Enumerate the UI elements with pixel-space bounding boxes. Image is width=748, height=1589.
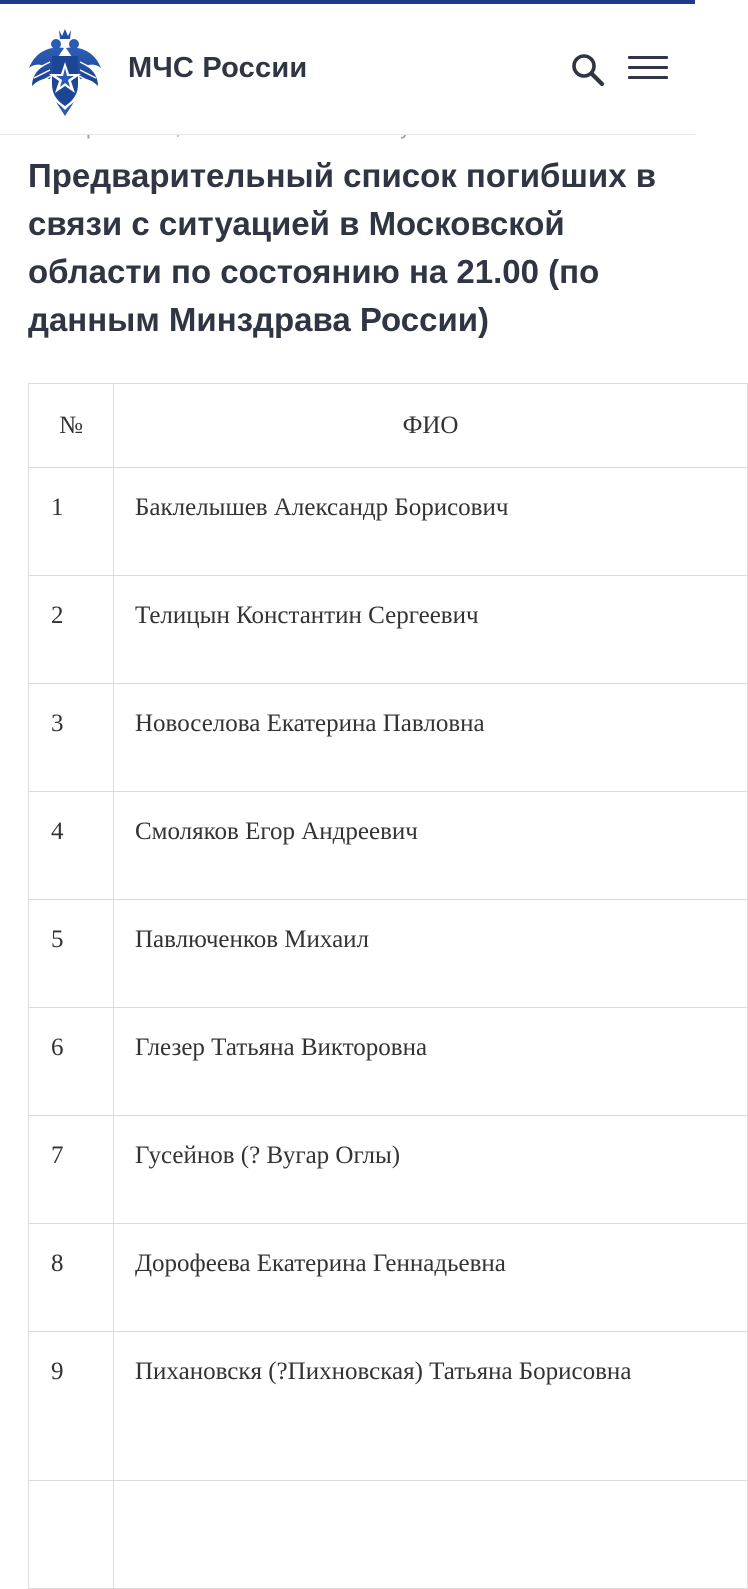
table-row [29, 684, 748, 792]
fio-text: Павлюченков Михаил [135, 926, 370, 953]
row-number: 2 [29, 576, 114, 684]
row-fio [114, 1008, 748, 1116]
row-number: 1 [29, 468, 114, 576]
row-number: 6 [29, 1008, 114, 1116]
table-row [29, 576, 748, 684]
row-fio [114, 576, 748, 684]
row-fio [114, 900, 748, 1008]
fio-text: Дорофеева Екатерина Геннадьевна [135, 1250, 506, 1277]
row-fio [114, 468, 748, 576]
row-fio [114, 1481, 748, 1589]
table-row [29, 1116, 748, 1224]
row-fio [114, 1116, 748, 1224]
table-row [29, 1224, 748, 1332]
table-row [29, 1481, 748, 1589]
fio-text: Баклелышев Александр Борисович [135, 494, 509, 521]
site-header [0, 4, 695, 135]
fio-text: Новоселова Екатерина Павловна [135, 710, 485, 737]
victims-table-container[interactable] [28, 383, 695, 1385]
row-number: 7 [29, 1116, 114, 1224]
fio-text: Телицын Константин Сергеевич [135, 602, 479, 629]
row-fio [114, 1224, 748, 1332]
row-number: 3 [29, 684, 114, 792]
table-row [29, 792, 748, 900]
table-row [29, 1008, 748, 1116]
article-title: Предварительный список погибших в связи с ситуацией в Московской области по состоянию на 21.00 (по данным Минздрава России) [28, 157, 657, 338]
table-header-row [29, 384, 748, 468]
column-header-number: № [29, 384, 114, 468]
row-number: 4 [29, 792, 114, 900]
victims-table [28, 383, 748, 1589]
fio-text: Гусейнов (? Вугар Оглы) [135, 1142, 401, 1169]
row-number: 9 [29, 1332, 114, 1481]
table-row [29, 468, 748, 576]
row-fio [114, 1332, 748, 1481]
brand-name[interactable]: МЧС России [128, 52, 308, 84]
row-number: 5 [29, 900, 114, 1008]
table-row [29, 900, 748, 1008]
row-fio [114, 792, 748, 900]
column-header-fio: ФИО [114, 384, 748, 468]
fio-text: Смоляков Егор Андреевич [135, 818, 418, 845]
fio-text: Глезер Татьяна Викторовна [135, 1034, 428, 1061]
hamburger-menu-icon[interactable] [628, 56, 668, 86]
search-icon[interactable] [568, 50, 608, 90]
fio-text: Пихановскя (?Пихновская) Татьяна Борисовна [135, 1358, 632, 1385]
table-row [29, 1332, 748, 1481]
row-number: 8 [29, 1224, 114, 1332]
row-number [29, 1481, 114, 1589]
row-fio [114, 684, 748, 792]
emblem-logo-icon[interactable] [26, 26, 104, 118]
